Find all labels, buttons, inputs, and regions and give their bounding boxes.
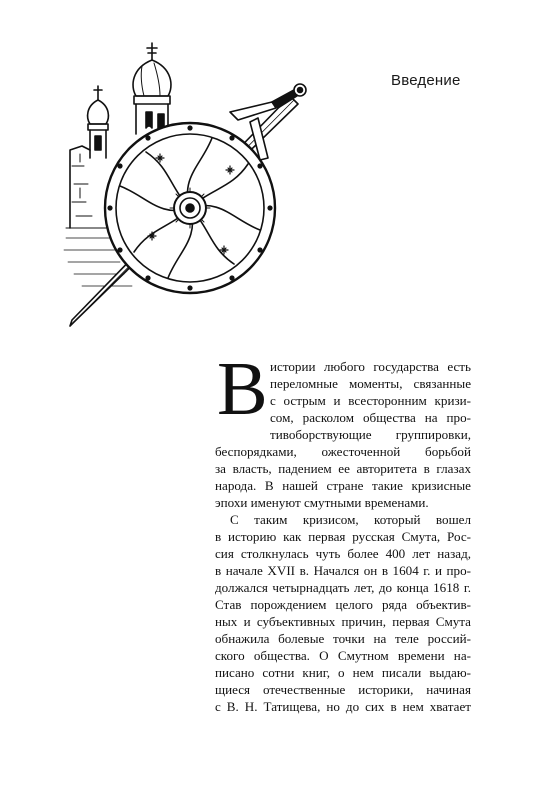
text-line: эпохи именуют смутными временами. [215,495,429,510]
text-line: Став порождением целого ряда объектив- [215,597,471,612]
text-line: сом, расколом общества на про- [270,410,471,425]
text-line: истории любого государства есть [270,359,471,374]
text-line: щиеся отечественные историки, начиная [215,682,471,697]
text-line: ных и субъективных причин, первая Смута [215,614,471,629]
text-line: народа. В нашей стране такие кризисные [215,478,471,493]
text-line: писано сотни книг, о нем писали выдаю- [215,665,471,680]
text-line: сия столкнулась чуть более 400 лет назад, [215,546,471,561]
section-title: Введение [391,72,461,89]
text-line: в начале XVII в. Начался он в 1604 г. и про- [215,563,471,578]
text-line: с острым и всесторонним кризи- [270,393,471,408]
text-line: в историю как первая русская Смута, Рос- [215,529,471,544]
text-line: должался четырнадцать лет, до конца 1618 г. [215,580,471,595]
text-line: С таким кризисом, который вошел [230,512,471,527]
text-line: тивоборствующие группировки, [270,427,471,442]
text-line: обнажила болевые точки на теле россий- [215,631,471,646]
text-line: ского общества. О Смутном времени на- [215,648,471,663]
text-line: беспорядками, ожесточенной борьбой [215,444,471,459]
text-line: переломные моменты, связанные [270,376,471,391]
drop-cap: В [217,347,268,431]
shield-sword-church-icon [62,38,312,333]
text-line: за власть, падением ее авторитета в глазах [215,461,471,476]
text-line: с В. Н. Татищева, но до сих в нем хватает [215,699,471,714]
